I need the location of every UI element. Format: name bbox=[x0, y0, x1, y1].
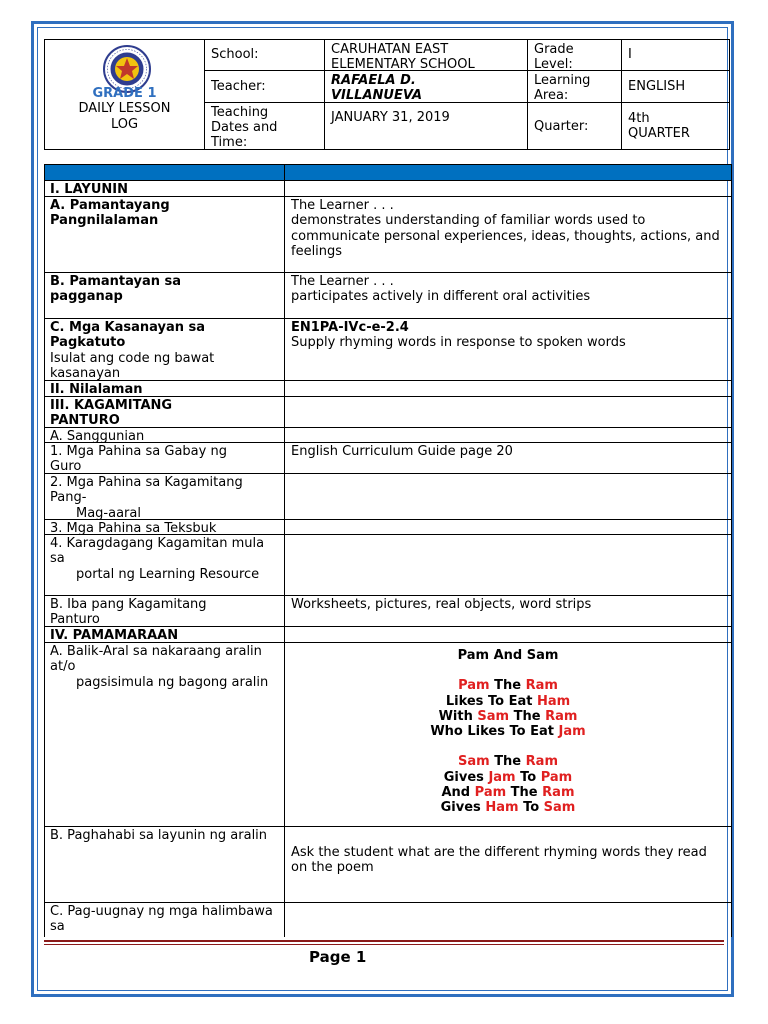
table-header-row bbox=[44, 164, 732, 181]
iba-label bbox=[45, 596, 285, 626]
teksbuk-label: 3. Mga Pahina sa Teksbuk bbox=[45, 520, 285, 534]
kagamitan-line-2: PANTURO bbox=[50, 413, 120, 429]
table-header-left bbox=[45, 165, 285, 180]
poem-line-1: Pam The Ram bbox=[458, 678, 558, 694]
grade-level-value: I bbox=[621, 39, 730, 71]
pamantayang-label bbox=[45, 197, 285, 272]
section-kagamitan bbox=[45, 397, 285, 427]
learner-a: The Learner . . . bbox=[291, 198, 394, 213]
table-row bbox=[44, 428, 732, 443]
dates-value: JANUARY 31, 2019 bbox=[324, 102, 528, 150]
teacher-value bbox=[324, 70, 528, 103]
school-label: School: bbox=[204, 39, 325, 71]
section-pamamaraan: IV. PAMAMARAAN bbox=[45, 627, 285, 642]
school-value bbox=[324, 39, 528, 71]
learner-b: The Learner . . . bbox=[291, 274, 394, 289]
poem-line-4: Who Likes To Eat Jam bbox=[430, 724, 586, 740]
table-header-right bbox=[285, 165, 731, 180]
performance-standard-cell bbox=[285, 273, 731, 318]
quarter-label: Quarter: bbox=[527, 102, 622, 150]
table-row bbox=[44, 273, 732, 319]
pagganap-line-1: B. Pamantayan sa bbox=[50, 274, 182, 289]
competency-cell bbox=[285, 319, 731, 380]
dates-label-line-2: Dates and bbox=[211, 120, 278, 135]
gabay-label bbox=[45, 443, 285, 473]
content-standard: demonstrates understanding of familiar words used to communicate personal experiences, ideas, thoughts, actions, and feelings bbox=[291, 213, 720, 260]
table-row bbox=[44, 627, 732, 643]
teacher-value-line-1: RAFAELA D. bbox=[331, 73, 416, 88]
table-row bbox=[44, 397, 732, 428]
poem-line-5: Sam The Ram bbox=[457, 754, 559, 770]
learning-area-label bbox=[527, 70, 622, 103]
gabay-value: English Curriculum Guide page 20 bbox=[291, 444, 513, 459]
performance-standard: participates actively in different oral activities bbox=[291, 289, 591, 305]
section-layunin: I. LAYUNIN bbox=[45, 181, 285, 196]
iba-line-2: Panturo bbox=[50, 612, 100, 628]
balik-line-2: pagsisimula ng bagong aralin bbox=[76, 674, 269, 690]
table-row bbox=[44, 319, 732, 381]
paghahabi-value: Ask the student what are the different rhyming words they read on the poem bbox=[291, 845, 707, 876]
section-nilalaman: II. Nilalaman bbox=[45, 381, 285, 396]
poem-cell bbox=[285, 643, 731, 826]
iba-line-1: B. Iba pang Kagamitang bbox=[50, 597, 207, 612]
uugnay-label: C. Pag-uugnay ng mga halimbawa sa bbox=[45, 903, 285, 937]
school-value-line-2: ELEMENTARY SCHOOL bbox=[331, 57, 475, 72]
balik-aral-label bbox=[45, 643, 285, 826]
poem-title: Pam And Sam bbox=[457, 648, 559, 663]
karagdagan-label bbox=[45, 535, 285, 595]
learning-area-label-line-1: Learning bbox=[534, 73, 591, 88]
table-row bbox=[44, 197, 732, 273]
dates-label-line-3: Time: bbox=[211, 135, 248, 150]
table-row bbox=[44, 474, 732, 520]
quarter-value-line-1: 4th bbox=[628, 111, 650, 126]
table-row bbox=[44, 520, 732, 535]
gabay-line-1: 1. Mga Pahina sa Gabay ng bbox=[50, 444, 227, 459]
competency-text: Supply rhyming words in response to spoken words bbox=[291, 335, 626, 351]
poem-line-2: Likes To Eat Ham bbox=[445, 693, 571, 709]
kagamitan-line-1: III. KAGAMITANG bbox=[50, 398, 173, 413]
pamantayang-line-1: A. Pamantayang bbox=[50, 198, 170, 213]
dates-label bbox=[204, 102, 325, 150]
pang-line-2: Mag-aaral bbox=[76, 505, 141, 521]
grade-level-label bbox=[527, 39, 622, 71]
grade-level-label-line-1: Grade bbox=[534, 42, 574, 57]
pang-line-1: 2. Mga Pahina sa Kagamitang Pang- bbox=[50, 475, 243, 506]
competency-code: EN1PA-IVc-e-2.4 bbox=[291, 320, 409, 335]
poem-line-6: Gives Jam To Pam bbox=[443, 769, 573, 785]
kasanayan-line-1: C. Mga Kasanayan sa bbox=[50, 320, 206, 335]
lesson-table bbox=[44, 164, 732, 937]
gabay-line-2: Guro bbox=[50, 459, 82, 475]
iba-value: Worksheets, pictures, real objects, word strips bbox=[291, 597, 592, 612]
content-standard-cell bbox=[285, 197, 731, 272]
page-number: Page 1 bbox=[309, 948, 367, 966]
table-row bbox=[44, 443, 732, 474]
teacher-value-line-2: VILLANUEVA bbox=[331, 88, 423, 103]
poem-line-3: With Sam The Ram bbox=[438, 708, 578, 724]
table-row bbox=[44, 596, 732, 627]
karagdagan-line-2: portal ng Learning Resource bbox=[76, 566, 260, 582]
table-row bbox=[44, 381, 732, 397]
table-row bbox=[44, 643, 732, 827]
quarter-value-line-2: QUARTER bbox=[628, 126, 690, 141]
sanggunian-label: A. Sanggunian bbox=[45, 428, 285, 442]
karagdagan-line-1: 4. Karagdagang Kagamitan mula sa bbox=[50, 536, 265, 567]
balik-line-1: A. Balik-Aral sa nakaraang aralin at/o bbox=[50, 644, 262, 675]
poem-line-8: Gives Ham To Sam bbox=[440, 800, 576, 816]
teacher-label: Teacher: bbox=[204, 70, 325, 103]
poem-line-7: And Pam The Ram bbox=[441, 785, 575, 801]
kasanayan-line-3: Isulat ang code ng bawat kasanayan bbox=[50, 350, 215, 382]
logo-cell bbox=[44, 39, 205, 150]
dll-line-2: LOG bbox=[110, 117, 139, 132]
grade-level-label-line-2: Level: bbox=[534, 57, 573, 72]
learning-area-label-line-2: Area: bbox=[534, 88, 569, 103]
table-row bbox=[44, 535, 732, 596]
pagganap-label bbox=[45, 273, 285, 318]
grade-label: GRADE 1 bbox=[92, 86, 157, 101]
table-row bbox=[44, 181, 732, 197]
quarter-value bbox=[621, 102, 730, 150]
dates-label-line-1: Teaching bbox=[211, 105, 269, 120]
footer-rule-thin bbox=[44, 944, 724, 945]
dll-line-1: DAILY LESSON bbox=[78, 101, 171, 116]
pagganap-line-2: pagganap bbox=[50, 289, 123, 305]
kasanayan-line-2: Pagkatuto bbox=[50, 335, 126, 351]
paghahabi-label: B. Paghahabi sa layunin ng aralin bbox=[45, 827, 285, 902]
table-row bbox=[44, 827, 732, 903]
table-row bbox=[44, 903, 732, 937]
header-table bbox=[44, 39, 730, 150]
dll-label bbox=[45, 101, 204, 133]
pang-label bbox=[45, 474, 285, 519]
footer-rule-thick bbox=[44, 940, 724, 942]
school-value-line-1: CARUHATAN EAST bbox=[331, 42, 449, 57]
kasanayan-label bbox=[45, 319, 285, 380]
learning-area-value: ENGLISH bbox=[621, 70, 730, 103]
pamantayang-line-2: Pangnilalaman bbox=[50, 213, 159, 229]
